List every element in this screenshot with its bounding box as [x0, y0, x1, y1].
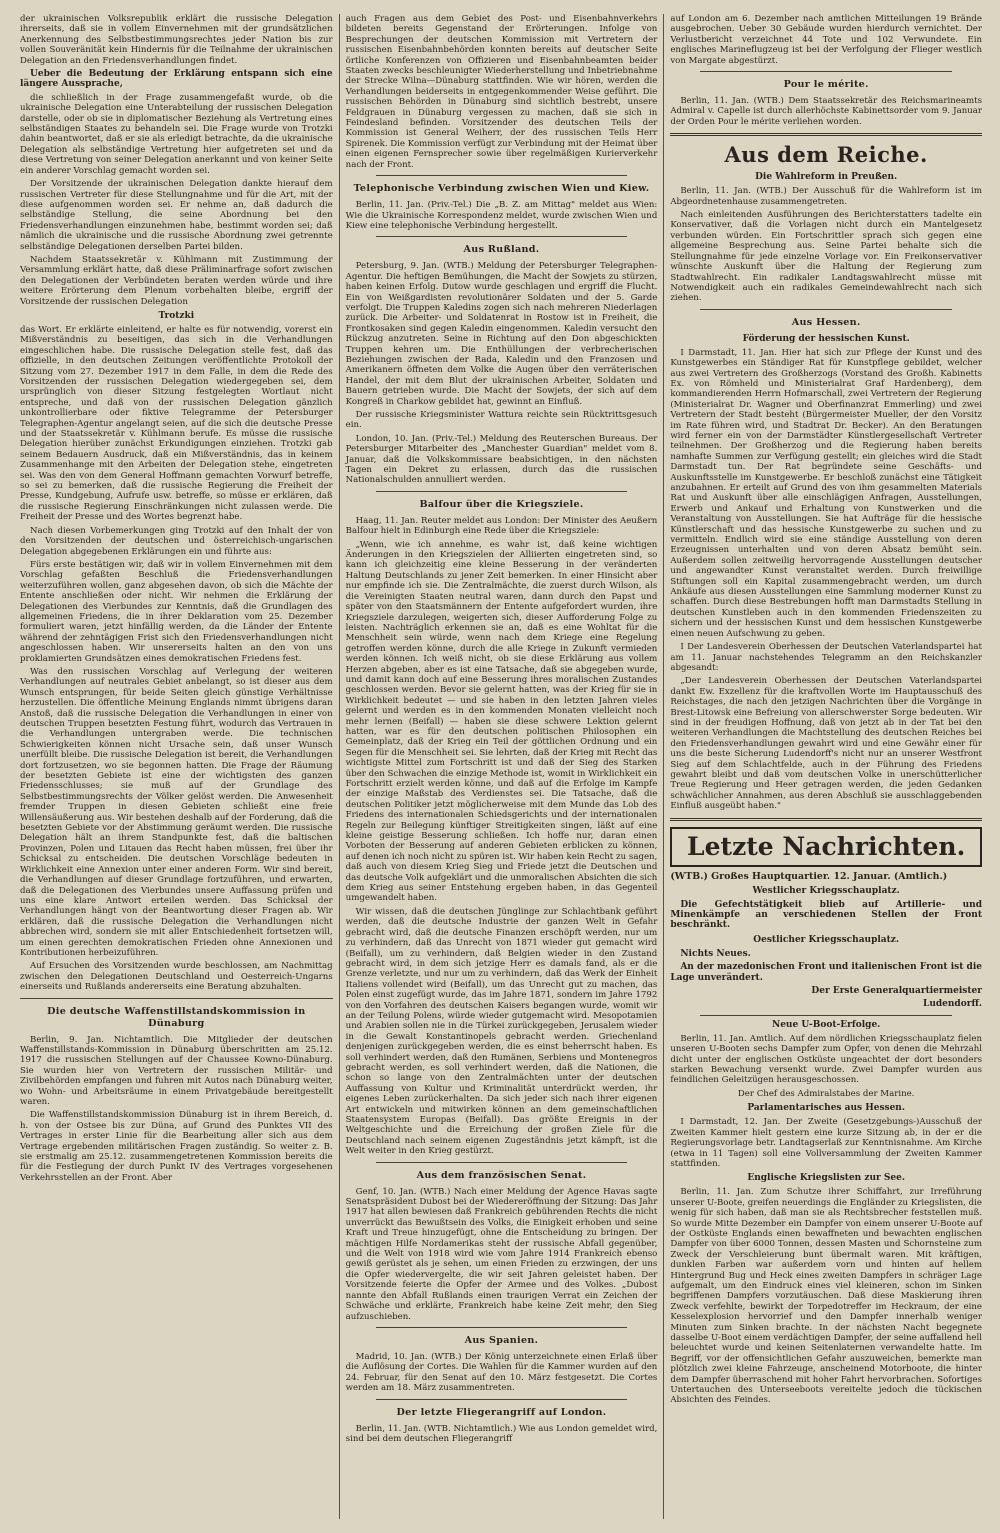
paragraph: auch Fragen aus dem Gebiet des Post- und Eisenbahnverkehrs bildeten bereits Gegenstand der Erörterungen. Infolge von Besprechungen der deutschen Kommission mit Vertretern der russischen Eisenbahnbehörden konnten bereits auf deutscher Seite örtliche Konferenzen von Offizieren und Eisenbahnbeamten beider Staaten zwecks beschleunigter Wiederherstellung und Inbetriebnahme der Strecke Wilna—Dünaburg stattfinden. Wie wir hören, werden die Verhandlungen beiderseits in entgegenkommender Weise geführt. Die russischen Behörden in Dünaburg sind sichtlich bestrebt, unsere Feldgrauen in Dünaburg vergessen zu machen, daß sie sich in Feindesland befinden. Vorsitzender des deutschen Teils der Kommission ist General Weiherr, der des russischen Teils Herr Spirenek. Die Kommission verfügt zur Verbindung mit der Heimat über einen eigenen Fernsprecher sowie über regelmäßigen Kurierverkehr nach der Front.: [345, 14, 658, 170]
paragraph: Die Gefechtstätigkeit blieb auf Artillerie- und Minenkämpfe an verschiedenen Stellen der Front beschränkt.: [670, 899, 982, 931]
column-2: [339, 14, 664, 1519]
divider: [20, 998, 333, 999]
subheading-kunst: Förderung der hessischen Kunst.: [742, 333, 910, 344]
subheading-kriegslisten: Englische Kriegslisten zur See.: [747, 1173, 905, 1184]
paragraph: Madrid, 10. Jan. (WTB.) Der König unterzeichnete einen Erlaß über die Auflösung der Cortes. Die Wahlen für die Kammer wurden auf den 24. Februar, für den Senat auf den 10. März festgesetzt. Die Cortes werden am 18. März zusammentreten.: [345, 1351, 658, 1394]
paragraph: Nach einleitenden Ausführungen des Berichterstatters tadelte ein Konservativer, daß die Vorlagen nicht durch ein Mantelgesetz verbunden würden. Ein Fortschrittler sprach sich gegen eine allgemeine Besprechung aus. Seine Partei behalte sich die Stellungnahme für jede einzelne Vorlage vor. Ein Freikonservativer wünschte Auskunft über die Haltung der Regierung zum Stadtwahlrecht. Ein radikaler Landtagswahlrecht müsse mit Notwendigkeit auch ein radikales Gemeindewahlrecht nach sich ziehen.: [670, 210, 982, 304]
paragraph: „Wenn, wie ich annehme, es wahr ist, daß keine wichtigen Änderungen in den Kriegszielen der Alliierten eingetreten sind, so kann ich gleichzeitig eine kleine Besserung in der veränderten Haltung Deutschlands zu jener Zeit bemerken. In einer Hinsicht aber nur empfinde ich sie. Die Zentralmächte, die zuerst durch Wilson, als die Vereinigten Staaten neutral waren, dann durch den Papst und später von den Staatsmännern der Entente aufgefordert wurden, ihre Kriegsziele darzulegen, weigerten sich, dieser Aufforderung Folge zu leisten. Nachträglich erkennen sie an, daß es eine Wohltat für die Menschheit sein würde, wenn nach dem Kriege eine Regelung getroffen werden könne, durch die alle Kriege in Zukunft vermieden werden können. Ich weiß nicht, ob sie diese Erklärung aus vollem Herzen abgeben, aber es ist eine Tatsache, daß sie abgegeben wurde, und damit kann doch auf eine Besserung ihres moralischen Zustandes geschlossen werden. Bevor sie gelernt hatten, was der Krieg für sie in Wirklichkeit bedeutet — und sie haben in den letzten Jahren vieles gelernt und werden es in den kommenden Monaten vielleicht noch mehr lernen (Beifall) — haben sie diese schwere Lektion gelernt hatten, war es für den deutschen politischen Philosophen ein Gemeinplatz, daß der Krieg ein Teil der göttlichen Ordnung und ein Segen für die Menschheit sei. Sie lehrten, daß der Krieg mit Recht das wichtigste Mittel zum Fortschritt ist und daß der Sieg des Starken über den Schwachen die einzige Methode ist, womit in Wirklichkeit ein Fortschritt erzielt werden könne, und daß auf die Erfolge im Kampfe der einzige Maßstab des Verdienstes sei. Die Tatsache, daß die deutschen Politiker jetzt möglicherweise mit dem Munde das Lob des Friedens des internationalen Schiedsgerichts und der internationalen Regeln zur Beilegung künftiger Streitigkeiten singen, läßt auf eine kleine geistige Besserung schließen. Ich hoffe nur, daran einen Vorboten der Besserung auf anderen Gebieten erblicken zu können, auf denen ich noch nicht zu spüren ist. Wir haben kein Recht zu sagen, daß auch von diesem Krieg Sieg und Friede jetzt die Deutschen und das deutsche Volk aufgeklärt und die unmoralischen Absichten die sich dem Krieg aus seiner Entstehung ergeben haben, in das Gegenteil umgewandelt haben.: [345, 539, 658, 904]
divider: [376, 175, 628, 176]
headline-senat: Aus dem französischen Senat.: [416, 1169, 587, 1181]
section-title-letzte-nachrichten: Letzte Nachrichten.: [670, 827, 982, 867]
paragraph: auf London am 6. Dezember nach amtlichen Mitteilungen 19 Brände ausgebrochen. Ueber 30 Gebäude wurden hierdurch vernichtet. Der Verlustbericht verzeichnet 44 Tote und 102 Verwundete. Ein englisches Marineflugzeug ist bei der Verfolgung der Flieger westlich von Margate abgestürzt.: [670, 14, 982, 66]
paragraph: Berlin, 11. Jan. (WTB. Nichtamtlich.) Wie aus London gemeldet wird, sind bei dem deutschen Fliegerangriff: [345, 1423, 658, 1444]
column-3: [663, 14, 988, 1519]
paragraph: Berlin, 11. Jan. (Priv.-Tel.) Die „B. Z. am Mittag" meldet aus Wien: Wie die Ukrainische Korrespondenz meldet, wurde zwischen Wien und Kiew eine telephonische Verbindung hergestellt.: [345, 200, 658, 231]
paragraph: Nachdem Staatssekretär v. Kühlmann mit Zustimmung der Versammlung erklärt hatte, daß diese Präliminarfrage sofort zwischen den Delegationen der Verbündeten beraten werden würde und ihre weitere Erörterung dem Plenum vorbehalten bleibe, ergriff der Vorsitzende der russischen Delegation: [20, 254, 333, 307]
paragraph: Der russische Kriegsminister Wattura reichte sein Rücktrittsgesuch ein.: [345, 410, 658, 431]
paragraph: Der Chef des Admiralstabes der Marine.: [737, 1088, 915, 1099]
paragraph: Petersburg, 9. Jan. (WTB.) Meldung der Petersburger Telegraphen-Agentur. Die heftigen Bemühungen, die Macht der Sowjets zu stürzen, haben keinen Erfolg. Dutow wurde geschlagen und ergriff die Flucht. Ein von Weißgardisten revolutionärer Soldaten und der 5. Garde verfolgt. Die Truppen Kaledins zogen sich nach mehreren Niederlagen zurück. Die Arbeiter- und Soldatenrat in Rostow ist in Freiheit, die Frontkosaken sind gegen Kaledin eingenommen. Kaledin versucht den Rückzug anzutreten. Seine in Richtung auf den Don abgeschickten Truppen kehren um. Die Enthüllungen der verbrecherischen Beziehungen zwischen der Rada, Kaledin und den Franzosen und Amerikanern öffneten dem Volke die Augen über den verräterischen Handel, der mit dem Blut der ukrainischen Arbeiter, Soldaten und Bauern getrieben wurde. Die Macht der Sowjets, der sich auf dem Kongreß in Charkow gebildet hat, gewinnt an Einfluß.: [345, 261, 658, 407]
paragraph: An der mazedonischen Front und italienischen Front ist die Lage unverändert.: [670, 962, 982, 983]
subheading-trotzki: Trotzki: [158, 310, 195, 321]
subheading-parlamentarisches: Parlamentarisches aus Hessen.: [747, 1103, 905, 1114]
paragraph: das Wort. Er erklärte einleitend, er halte es für notwendig, vorerst ein Mißverständnis zu beseitigen, das sich in die Verhandlungen eingeschlichen habe. Die russische Delegation stelle fest, daß das offizielle, in den deutschen Zeitungen veröffentlichte Protokoll der Sitzung vom 27. Dezember 1917 in dem Falle, in dem die Rede des Vorsitzenden der russischen Delegation wiedergegeben sei, dem ursprünglich von dieser Sitzung festgelegten Wortlaut nicht entspreche, und daß von der russischen Delegation gänzlich unkontrollierbare oder fiktive Telegramme der Petersburger Telegraphen-Agentur angelangt seien, auf die sich die deutsche Presse und der Staatssekretär v. Kühlmann berufe. Es müsse die russische Delegation hierüber zunächst Erkundigungen einziehen. Trotzki gab seinem Bedauern Ausdruck, daß ein Mißverständnis, das in keinem Zusammenhange mit den Arbeiten der Delegation stehe, eingetreten sei. Was den von dem General Hoffmann gemachten Vorwurf betreffe, so sei zu bemerken, daß die russische Regierung die Freiheit der Presse, Kundgebung, Aufrufe usw. betreffe, so müsse er erklären, daß die russische Regierung Einschränkungen nicht zulassen werde. Die Freiheit der Presse und des Wortes begrenzt habe.: [20, 324, 333, 523]
paragraph: I Darmstadt, 11. Jan. Hier hat sich zur Pflege der Kunst und des Kunstgewerbes ein Ständiger Rat für Kunstpflege gebildet, welcher aus zwei Vertretern des Großherzogs (Vorstand des Großh. Kabinetts Ex. von Römheld und Ministerialrat Graf Hardenberg), dem kommandierenden Herrn Hofmarschall, zwei Vertretern der Regierung (Ministerialrat Dr. Wagner und Oberfinanzrat Emmerling) und zwei Vertretern der Stadt besteht (Bürgermeister Mueller, der den Vorsitz im Rate führen wird, und Stadtrat Dr. Becker). An den Beratungen wird ferner ein von der Darmstädter Künstlergesellschaft Vertreter teilnehmen. Der Großherzog und die Regierung haben bereits namhafte Summen zur Verfügung gestellt; ein gleiches wird die Stadt Darmstadt tun. Der Rat begründete seine Geschäfts- und Auskunftsstelle im Kunstgewerbe. Er beschloß zunächst eine Tätigkeit anzubahnen. Er erteilt auf Grund des von ihm gesammelten Materials Rat und Auskunft über alle einschlägigen Anfragen, Ausstellungen, Erwerb und Ankauf und Erhaltung von Kunstwerken und die Veranstaltung von Ausstellungen. Sie hat Aufträge für die hessische Künstlerschaft und das hessische Kunstgewerbe zu suchen und zu vermitteln. Endlich wird sie eine ständige Ausstellung von deren Erzeugnissen unterhalten und von deren Absatz bemüht sein. Außerdem sollen zeitweilig hervorragende Ausstellungen deutscher und angewandter Kunst veranstaltet werden. Durch freiwillige Stiftungen soll ein Kapital zusammengebracht werden, um durch Ankäufe aus diesen Ausstellungen eine Sammlung moderner Kunst zu schaffen. Durch diese Bestrebungen hofft man Darmstadts Stellung in deutschen Kunstleben auch in den kommenden Friedenszeiten zu sichern und der hessischen Kunst und dem hessischen Kunstgewerbe einen neuen Aufschwung zu geben.: [670, 347, 982, 639]
subheading-west: Westlicher Kriegsschauplatz.: [752, 885, 900, 896]
subheading-uboot: Neue U-Boot-Erfolge.: [771, 1019, 881, 1030]
divider: [376, 1162, 628, 1163]
paragraph: Genf, 10. Jan. (WTB.) Nach einer Meldung der Agence Havas sagte Senatspräsident Dubost bei der Wiedereröffnung der Sitzung: Das Jahr 1917 hat allen bewiesen daß Frankreich gebührenden Rechts die nicht unverrückt das Bewußtsein des Volks, die Einigkeit erhoben und seine Kraft und Treue hinzugefügt, ohne die Entscheidung zu bringen. Der mächtigen Hilfe Nordamerikas steht der russische Abfall gegenüber, und die Welt von 1918 wird wie vom Jahre 1914 Frankreich ebenso gewiß gerüstet als je sehen, um einen Frieden zu erzwingen, der uns die Opfer wiedervergelte, die wir seit Jahren geleistet haben. Der Vorsitzende feierte die Opfer der Armee und des Volkes. „Dubost nannte den Abfall Rußlands einen traurigen Verrat ein Zeichen der Schwäche und erklärte, Frankreich habe keine Zeit mehr, den Sieg aufzuschieben.: [345, 1186, 658, 1322]
paragraph: Die Waffenstillstandskommission Dünaburg ist in ihrem Bereich, d. h. von der Ostsee bis zur Düna, auf Grund des Punktes VII des Vertrages in erster Linie für die Bearbeitung aller sich aus dem Vertrage ergebenden militärischen Fragen zuständig. So weiter z. B. sie erstmalig am 25.12. zusammengetretenen Kommission bereits die für die Festlegung der durch Punkt IV des Vertrages vorgesehenen Verkehrsstellen an der Front. Aber: [20, 1110, 333, 1183]
divider: [700, 309, 952, 310]
paragraph: London, 10. Jan. (Priv.-Tel.) Meldung des Reuterschen Bureaus. Der Petersburger Mitarbeiter des „Manchester Guardian" meldet vom 8. Januar, daß die Volkskommissare beabsichtigen, in den nächsten Tagen ein Dekret zu erlassen, durch das die russischen Nationalschulden annulliert werden.: [345, 433, 658, 486]
paragraph: Auf Ersuchen des Vorsitzenden wurde beschlossen, am Nachmittag zwischen den Delegationen Deutschland und Oesterreich-Ungarns einerseits und Rußlands andererseits eine Beratung abzuhalten.: [20, 961, 333, 993]
divider: [700, 1015, 952, 1016]
paragraph: I Darmstadt, 12. Jan. Der Zweite (Gesetzgebungs-)Ausschuß der Zweiten Kammer hielt gestern eine kurze Sitzung ab, in der er die Regierungsvorlage betr. Landtagserlaß zur Kenntnisnahme. Am Kirche (etwa in 11 Tagen) soll eine Vollversammlung der Zweiten Kammer stattfinden.: [670, 1117, 982, 1169]
paragraph: Wir wissen, daß die deutschen Jünglinge zur Schlachtbank geführt werden, daß die deutsche Industrie der ganzen Welt in Gefahr gebracht wird, daß die deutsche Finanzen erschöpft werden, nur um zu verhindern, daß das Unrecht von 1871 wieder gut gemacht wird (Beifall), um zu verhindern, daß Belgien wieder in den Zustand gebracht wird, in dem sich jetzige Herr es damals fand, als er die Grenze verletzte, und nur um zu verhindern, daß das Werk der Einheit Italiens vollendet wird (Beifall), um das Unrecht gut zu machen, das Polen einst zugefügt wurde, das im Jahre 1871, sondern im Jahre 1792 von den Vorfahren des deutschen Kaisers begangen wurde, womit wir an der Teilung Polens, würde wieder gutgemacht wird. Mesopotamien und Arabien sollen nie in die Türkei zurückgegeben, Jerusalem wieder in die Gewalt Konstantinopels gebracht werden. Griechenland denjenigen zurückgegeben werden, die es einst beherrscht haben. Es soll verhindert werden, daß den Rumänen, Serbiens und Montenegros gebracht werden, es soll verhindert werden, daß die Nationen, die schon so lange von den Zentralmächten unter der deutschen Auffassung von Kultur und Kriminalität unterdrückt werden, ihr eigenes Leben zurückerhalten. Da sich jeder sich nach ihrer eigenen Art entwickeln und mitwirken können an dem gemeinschaftlichen Staatensystem Europas (Beifall). Das größte Ereignis in der Weltgeschichte und die Erreichung der großen Ziele für die Deutschland nach seinem eigenen Zugeständnis jetzt kämpft, ist die Welt weiter in den Krieg gestürzt.: [345, 906, 658, 1157]
paragraph: der ukrainischen Volksrepublik erklärt die russische Delegation ihrerseits, daß sie in vollem Einvernehmen mit der grundsätzlichen Anerkennung des Selbstbestimmungsrechtes jeder Nation bis zur vollen Souveränität kein Hindernis für die Teilnahme der ukrainischen Delegation an den Friedensverhandlungen findet.: [20, 14, 333, 66]
paragraph: Nach diesen Vorbemerkungen ging Trotzki auf den Inhalt der von den Vorsitzenden der deutschen und österreichisch-ungarischen Delegation abgegebenen Erklärungen ein und führte aus:: [20, 525, 333, 557]
paragraph: Berlin, 11. Jan. (WTB.) Dem Staatssekretär des Reichsmarineamts Admiral v. Capelle ist durch allerhöchste Kabinettsorder vom 9. Januar der Orden Pour le mérite verliehen worden.: [670, 96, 982, 127]
headline-dueneburg: Die deutsche Waffenstillstandskommission in Dünaburg: [47, 1005, 306, 1029]
headline-fliegerangriff: Der letzte Fliegerangriff auf London.: [396, 1406, 607, 1418]
section-title-reiche: Aus dem Reiche.: [724, 142, 928, 168]
headline-balfour: Balfour über die Kriegsziele.: [419, 498, 584, 510]
headline-hessen: Aus Hessen.: [791, 316, 861, 328]
paragraph: Der Vorsitzende der ukrainischen Delegation dankte hierauf dem russischen Vertreter für diese Stellungnahme und für die Art, mit der diese aufgenommen worden sei. Er nehme an, daß dadurch die selbständige Stellung, die seine Abordnung bei den Friedensverhandlungen einzunehmen habe, bestimmt worden sei; daß nämlich die ukrainische und die russische Abordnung zwei getrennte selbständige Delegationen derselben Partei bilden.: [20, 179, 333, 252]
paragraph: Berlin, 9. Jan. Nichtamtlich. Die Mitglieder der deutschen Waffenstillstands-Kommission in Dünaburg überschritten am 25.12. 1917 die russischen Stellungen auf der Chaussee Kowno-Dünaburg. Sie wurden hier von Vertretern der russischen Militär- und Zivilbehörden empfangen und fuhren mit Autos nach Dünaburg weiter, wo Wohn- und Arbeitsräume in einem Privatgebäude bereitgestellt waren.: [20, 1034, 333, 1107]
paragraph: Nichts Neues.: [680, 948, 751, 959]
paragraph: Fürs erste bestätigen wir, daß wir in vollem Einvernehmen mit dem Vorschlag gefaßten Beschluß die Friedensverhandlungen weiterzuführen wollen, ganz abgesehen davon, ob sich die Mächte der Entente anschließen oder nicht. Wir nehmen die Erklärung der Delegationen des Vierbundes zur Kenntnis, daß die Grundlagen des allgemeinen Friedens, die in ihrer Deklaration vom 25. Dezember formuliert waren, jetzt hinfällig werden, da die Länder der Entente während der zehntägigen Frist sich den Friedensverhandlungen nicht angeschlossen haben. Wir unsererseits halten an den von uns proklamierten Grundsätzen eines demokratischen Friedens fest.: [20, 559, 333, 664]
divider: [670, 818, 982, 821]
paragraph: Was den russischen Vorschlag auf Verlegung der weiteren Verhandlungen auf neutrales Gebiet anbelangt, so ist dieser aus dem Wunsch entsprungen, für beide Seiten gleich günstige Verhältnisse herzustellen. Die öffentliche Meinung Englands nimmt übrigens daran Anstoß, daß die russische Delegation die Verhandlungen in einer von deutschen Truppen besetzten Festung führt, wodurch das Vertrauen in die Verhandlungen untergraben werde. Die technischen Schwierigkeiten können nicht Ursache sein, daß unser Wunsch unerfüllt bleibe. Die russische Delegation ist bereit, die Verhandlungen dort fortzusetzen, wo sie begonnen hatten. Die Frage der Räumung der besetzten Gebiete ist eine der wichtigsten des ganzen Friedensschlusses; sie muß auf der Grundlage des Selbstbestimmungsrechts der Völker gelöst werden. Die Anwesenheit fremder Truppen in diesen Gebieten schließt eine freie Willensäußerung aus. Wir bestehen deshalb auf der Forderung, daß die besetzten Gebiete vor der Abstimmung geräumt werden. Die russische Delegation hält an ihrem Standpunkte fest, daß die baltischen Provinzen, Polen und Litauen das Recht haben müssen, frei über ihr Schicksal zu entscheiden. Die deutschen Vorschläge bedeuten in Wirklichkeit eine Annexion unter einer anderen Form. Wir sind bereit, die Verhandlungen auf dieser Grundlage fortzuführen, und erwarten, daß die Delegationen des Vierbundes unsere Auffassung prüfen und uns eine klare Antwort erteilen werden. Das Schicksal der Verhandlungen hängt von der Beantwortung dieser Fragen ab. Wir erklären, daß die russische Delegation die Verhandlungen nicht abbrechen wird, sondern sie mit aller Entschiedenheit fortsetzen will, um einen gerechten demokratischen Frieden ohne Annexionen und Kontributionen herbeizuführen.: [20, 666, 333, 958]
paragraph: Haag, 11. Jan. Reuter meldet aus London: Der Minister des Aeußern Balfour hielt in Edinburgh eine Rede über die Kriegsziele:: [345, 515, 658, 537]
headline-pour-le-merite: Pour le mérite.: [783, 79, 869, 91]
paragraph: die schließlich in der Frage zusammengefaßt wurde, ob die ukrainische Delegation eine Unterabteilung der russischen Delegation darstelle, oder ob sie in diplomatischer Beziehung als Vertretung eines selbständigen Staates zu behandeln sei. Die Frage wurde von Trotzki dahin beantwortet, daß er sie als erledigt betrachte, da die ukrainische Delegation als selbständige Vertretung hier aufgetreten sei und da diese Vertretung von seiner Delegation anerkannt und von keiner Seite ein anderer Vorschlag gemacht worden sei.: [20, 92, 333, 176]
headline-spanien: Aus Spanien.: [464, 1334, 539, 1346]
column-1: [14, 14, 339, 1519]
subheading-wahlreform: Die Wahlreform in Preußen.: [755, 172, 898, 183]
divider: [376, 491, 628, 492]
paragraph: Berlin, 11. Jan. (WTB.) Der Ausschuß für die Wahlreform ist im Abgeordnetenhause zusammengetreten.: [670, 186, 982, 207]
signature-name: Ludendorff.: [923, 999, 982, 1010]
paragraph: Berlin, 11. Jan. Amtlich. Auf dem nördlichen Kriegsschauplatz fielen unseren U-Booten sechs Dampfer zum Opfer, von denen die Mehrzahl dicht unter der englischen Ostküste ungeachtet der dort besonders starken Bewachung versenkt wurde. Zwei Dampfer wurden aus feindlichen Geleitzügen herausgeschossen.: [670, 1033, 982, 1086]
paragraph: Ueber die Bedeutung der Erklärung entspann sich eine längere Aussprache,: [20, 69, 333, 90]
paragraph: I Der Landesverein Oberhessen der Deutschen Vaterlandspartei hat am 11. Januar nachstehendes Telegramm an den Reichskanzler abgesandt:: [670, 642, 982, 673]
divider: [376, 236, 628, 237]
divider: [670, 133, 982, 136]
divider: [376, 1399, 628, 1400]
headline-telephone: Telephonische Verbindung zwischen Wien und Kiew.: [353, 183, 650, 195]
signature-title: Der Erste Generalquartiermeister: [811, 986, 982, 997]
subheading-ost: Oestlicher Kriegsschauplatz.: [753, 934, 900, 945]
divider: [700, 71, 952, 72]
divider: [376, 1327, 628, 1328]
paragraph: (WTB.) Großes Hauptquartier. 12. Januar. (Amtlich.): [670, 870, 948, 882]
paragraph: Berlin, 11. Jan. Zum Schutze ihrer Schiffahrt, zur Irreführung unserer U-Boote, greifen neuerdings die Engländer zu Kriegslisten, die wenig für sich haben, daß man sie als Rechtsbrecher feststellen muß. So wurde Mitte Dezember ein Dampfer von einem unserer U-Boote auf der Ostküste Englands einen bewaffneten und bewachten englischen Dampfer von über 6000 Tonnen, dessen Masten und Schornsteine zum Zweck der Verschleierung bunt übermalt waren. Mit kräftigen, dunklen Farben war außerdem vorn und hinten auf hellem Hintergrund Bug und Heck eines zweiten Dampfers in schräger Lage aufgemalt, um den Eindruck eines viel kleineren, schon im Sinken begriffenen Dampfers vorzutäuschen. Daß diese Maskierung ihren Zweck verfehlte, bewirkt der Torpedotreffer im Heckraum, der eine Kesselexplosion hervorrief und den Dampfer innerhalb weniger Minuten zum Sinken brachte. In der nächsten Nacht begegnete dasselbe U-Boot einem verdächtigen Dampfer, der seine auffallend hell beleuchtet wurde und keinen Seitenlaternen verwandelte hatte. Im Begriff, vor der offensichtlichen Gefahr auszuweichen, bemerkte man plötzlich zwei kleine Fahrzeuge, anscheinend Motorboote, die hinter dem Dampfer überraschend mit hoher Fahrt hervorbrachen. Sofortiges Untertauchen des Unterseeboots vereitelte jedoch die tückischen Absichten des Feindes.: [670, 1187, 982, 1406]
paragraph: „Der Landesverein Oberhessen der Deutschen Vaterlandspartei dankt Ew. Exzellenz für die kraftvollen Worte im Hauptausschuß des Reichstages, die nach den jetzigen Nachrichten über die Vorgänge in Brest-Litowsk eine Befreiung von allerschwerster Sorge bedeuten. Wir sind in der freudigen Hoffnung, daß von jetzt ab in der Tat bei den weiteren Verhandlungen die Machtstellung des deutschen Reiches bei den Friedensverhandlungen gewahrt wird und eine Gewähr einer für uns die beste Sicherung Ludendorff's nicht nur an unserer Westfront Sieg auf dem Schlachtfelde, auch in der Führung des Friedens gewahrt bleibt und daß vom deutschen Volke in unerschütterlicher Treue Regierung und Heer getragen werden, die jeden Gedanken schwächlicher Annahmen, aus deren Abschluß sie ausschlaggebenden Einfluß ausgeübt haben.": [670, 676, 982, 812]
headline-russland: Aus Rußland.: [463, 244, 540, 256]
